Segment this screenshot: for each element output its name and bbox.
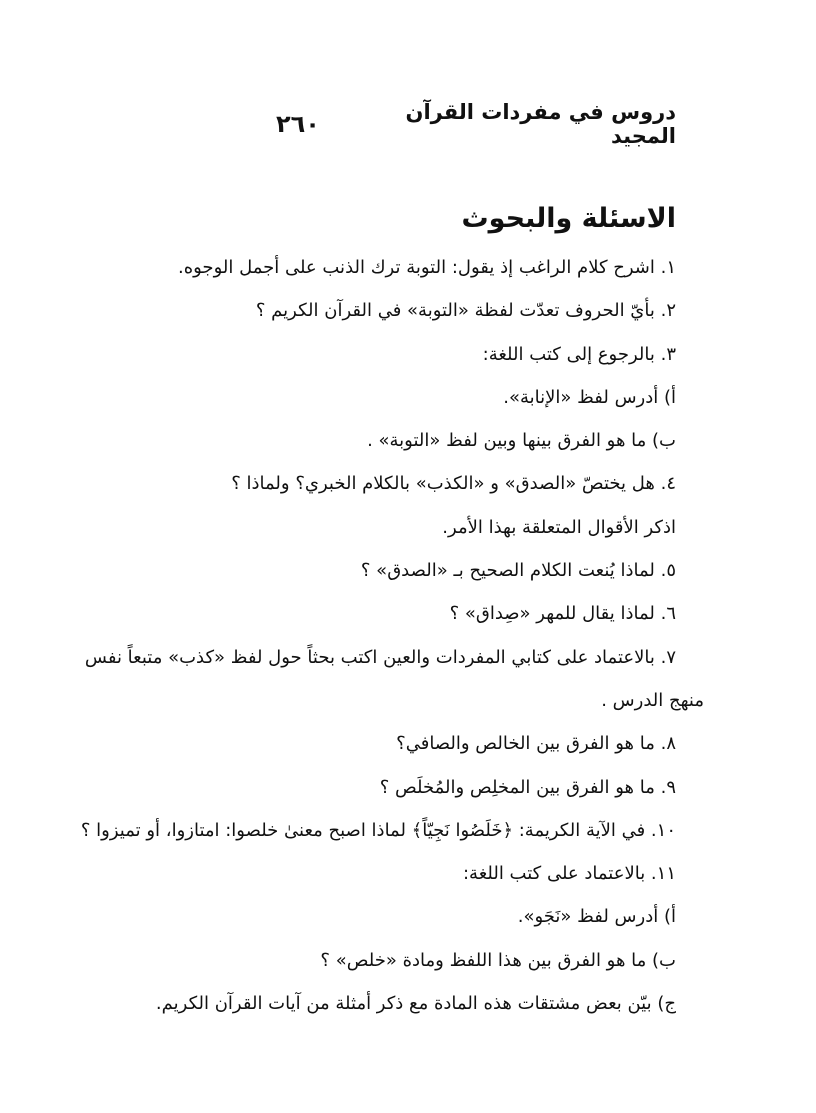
- question-line: أ) أدرس لفظ «الإنابة».: [503, 386, 676, 408]
- question-line: ١١. بالاعتماد على كتب اللغة:: [462, 863, 676, 885]
- question-line: ج) بيّن بعض مشتقات هذه المادة مع ذكر أمثلة من آيات القرآن الكريم.: [155, 993, 676, 1015]
- question-line: أ) أدرس لفظ «نَجَو».: [517, 906, 676, 928]
- question-line: ب) ما هو الفرق بين هذا اللفظ ومادة «خلص» ؟: [320, 949, 676, 971]
- section-title: الاسئلة والبحوث: [461, 203, 676, 234]
- question-line: ٦. لماذا يقال للمهر «صِداق» ؟: [449, 603, 676, 625]
- question-line: ٤. هل يختصّ «الصدق» و «الكذب» بالكلام الخبري؟ ولماذا ؟: [231, 473, 676, 495]
- question-line: ٧. بالاعتماد على كتابي المفردات والعين اكتب بحثاً حول لفظ «كذب» متبعاً نفس: [84, 646, 676, 668]
- question-line: ١٠. في الآية الكريمة: ﴿خَلَصُوا نَجِيّاً﴾ لماذا اصبح معنىٰ خلصوا: امتازوا، أو تميزوا ؟: [80, 819, 676, 841]
- question-line: ٩. ما هو الفرق بين المخلِص والمُخلَص ؟: [379, 776, 676, 798]
- question-line-continuation: منهج الدرس .: [601, 689, 704, 711]
- question-line: اذكر الأقوال المتعلقة بهذا الأمر.: [442, 516, 676, 538]
- question-line: ١. اشرح كلام الراغب إذ يقول: التوبة ترك الذنب على أجمل الوجوه.: [177, 257, 676, 278]
- page-header: [276, 100, 676, 148]
- page-number: ٢٦٠: [276, 110, 320, 138]
- question-line: ب) ما هو الفرق بينها وبين لفظ «التوبة» .: [367, 430, 676, 452]
- question-line: ٣. بالرجوع إلى كتب اللغة:: [482, 343, 676, 365]
- question-line: ٢. بأيّ الحروف تعدّت لفظة «التوبة» في القرآن الكريم ؟: [255, 300, 676, 322]
- question-line: ٥. لماذا يُنعت الكلام الصحيح بـ «الصدق» ؟: [360, 560, 676, 582]
- question-line: ٨. ما هو الفرق بين الخالص والصافي؟: [396, 733, 676, 755]
- book-title: دروس في مفردات القرآن المجيد: [405, 100, 676, 148]
- questions-list: [80, 246, 704, 1025]
